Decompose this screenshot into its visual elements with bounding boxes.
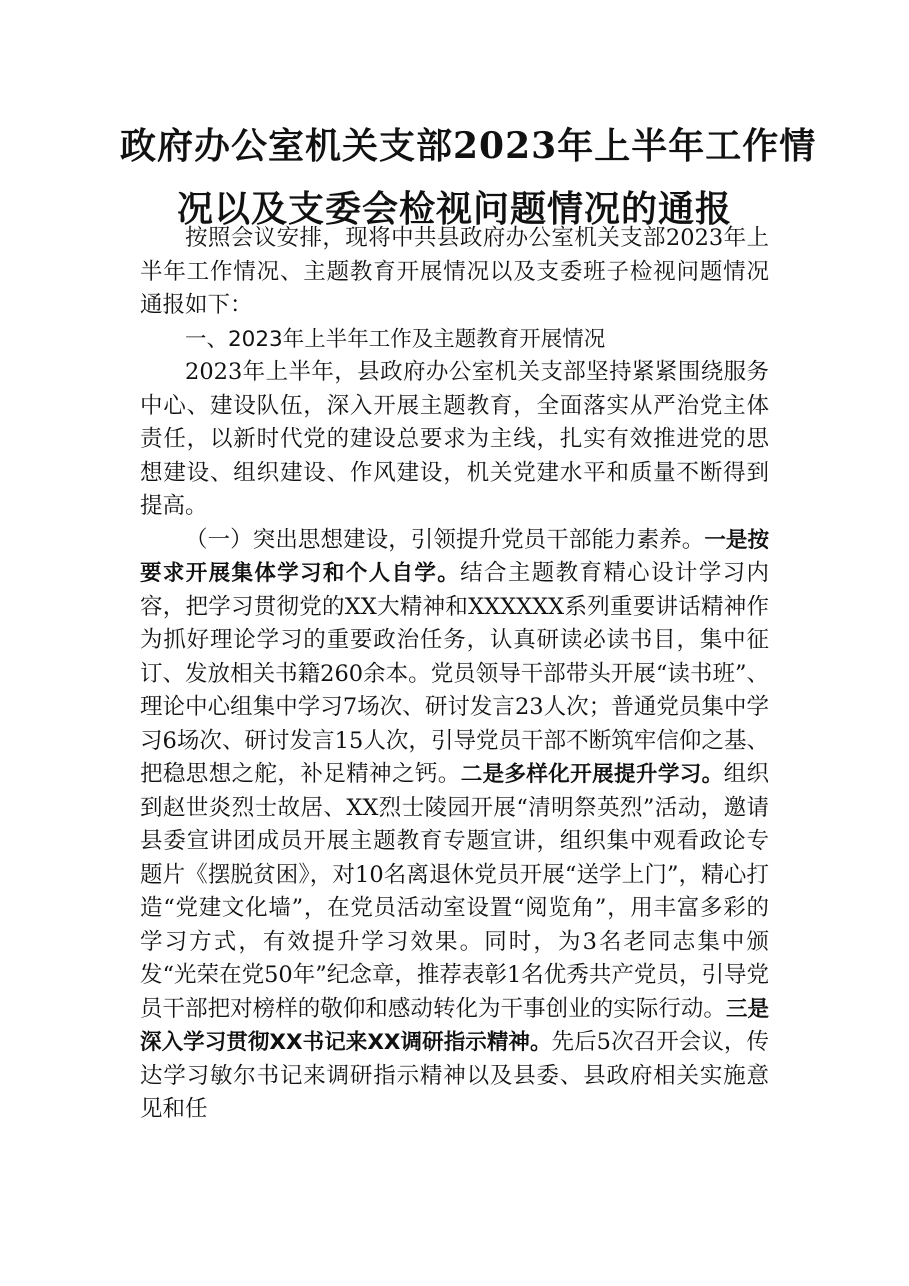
point-1-title: 一是按要求开展集体学习和个人自学。 — [140, 527, 769, 586]
point-3-text: 先后5次召开会议，传达学习敏尔书记来调研指示精神以及县委、县政府相关实施意见和任 — [140, 1029, 769, 1122]
document-title-line-2: 况以及支委会检视问题情况的通报 — [176, 188, 732, 230]
subsection-title-1: （一）突出思想建设，引领提升党员干部能力素养。 — [185, 526, 705, 553]
point-2-title: 二是多样化开展提升学习。 — [460, 762, 724, 787]
paragraph-2 — [140, 524, 769, 1127]
paragraph-1: 2023年上半年，县政府办公室机关支部坚持紧紧围绕服务中心、建设队伍，深入开展主题教育，全面落实从严治党主体责任，以新时代党的建设总要求为主线，扎实有效推进党的思想建设、组织建设、作风建设，机关党建水平和质量不断得到提高。 — [140, 359, 769, 519]
section-heading-1: 一、2023年上半年工作及主题教育开展情况 — [185, 326, 606, 352]
document-title-line-1: 政府办公室机关支部2023年上半年工作情 — [120, 125, 817, 167]
intro-paragraph: 按照会议安排，现将中共县政府办公室机关支部2023年上半年工作情况、主题教育开展情况以及支委班子检视问题情况通报如下： — [140, 225, 769, 318]
point-1-text: 结合主题教育精心设计学习内容，把学习贯彻党的XX大精神和XXXXXX系列重要讲话精神作为抓好理论学习的重要政治任务，认真研读必读书目，集中征订、发放相关书籍260余本。党员领导干部带头开展“读书班”、理论中心组集中学习7场次、研讨发言23人次；普通党员集中学习6场次、研讨发言15人次，引导党员干部不断筑牢信仰之基、把稳思想之舵，补足精神之钙。 — [140, 560, 769, 787]
document-body — [140, 222, 769, 1127]
point-3-title: 三是深入学习贯彻XX书记来XX调研指示精神。 — [140, 996, 769, 1055]
point-2-text: 组织到赵世炎烈士故居、XX烈士陵园开展“清明祭英烈”活动，邀请县委宣讲团成员开展主题教育专题宣讲，组织集中观看政论专题片《摆脱贫困》，对10名离退休党员开展“送学上门”，精心打造“党建文化墙”，在党员活动室设置“阅览角”，用丰富多彩的学习方式，有效提升学习效果。同时，为3名老同志集中颁发“光荣在党50年”纪念章，推荐表彰1名优秀共产党员，引导党员干部把对榜样的敬仰和感动转化为干事创业的实际行动。 — [140, 761, 769, 1022]
